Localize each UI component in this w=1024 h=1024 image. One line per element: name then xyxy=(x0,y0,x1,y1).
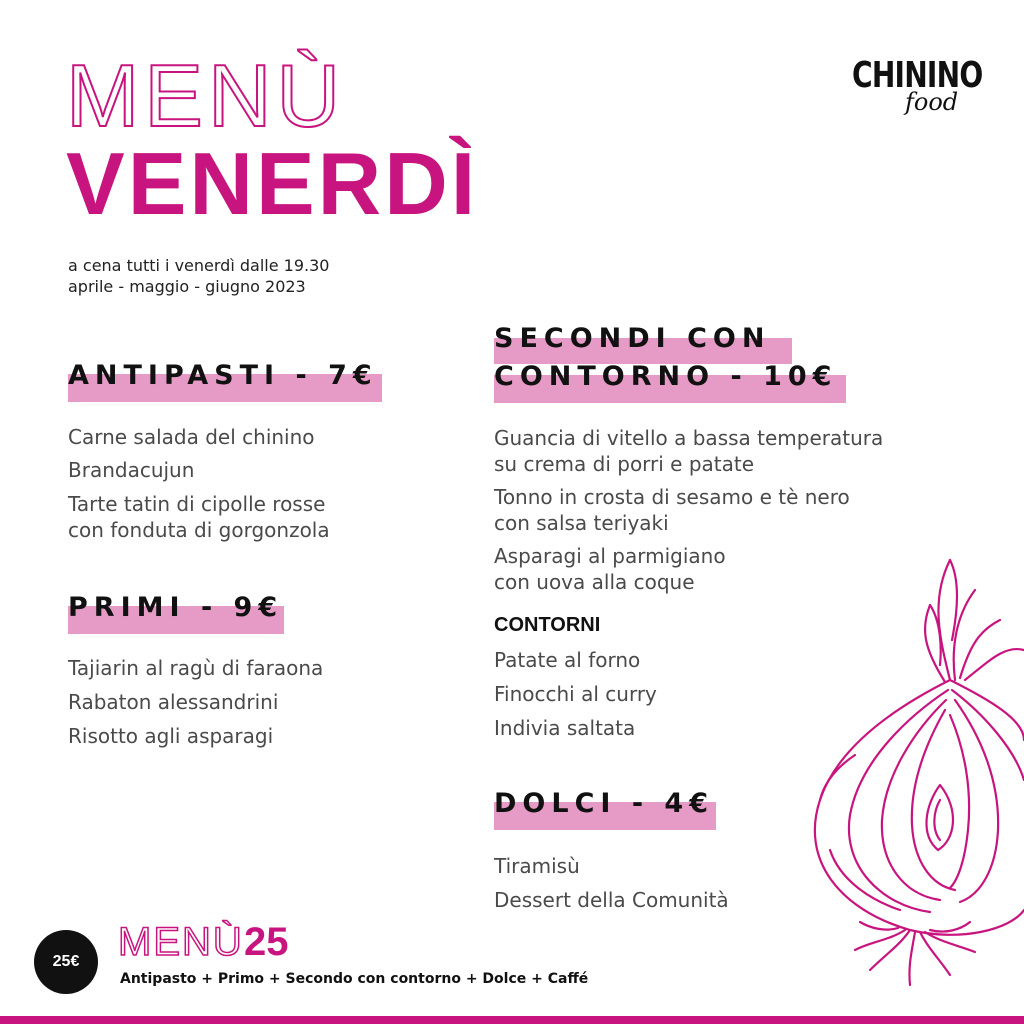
menu-item-detail: su crema di porri e patate xyxy=(494,452,755,476)
logo-subtext: food xyxy=(905,88,959,116)
menu-item: Brandacujun xyxy=(68,458,195,482)
menu25-description: Antipasto + Primo + Secondo con contorno + Dolce + Caffé xyxy=(120,971,589,987)
menu25-title: MENÙ xyxy=(118,920,244,964)
subtitle-months: aprile - maggio - giugno 2023 xyxy=(68,277,306,296)
menu-item: Tiramisù xyxy=(494,854,580,878)
menu-item: Tajiarin al ragù di faraona xyxy=(68,656,324,680)
primi-heading: PRIMI - 9€ xyxy=(68,592,284,623)
logo-wordmark: CHININO xyxy=(852,55,983,96)
menu-item: Indivia saltata xyxy=(494,716,636,740)
menu-item: Asparagi al parmigiano xyxy=(494,544,726,568)
page-title: VENERDÌ xyxy=(66,134,479,233)
menu-item-detail: con salsa teriyaki xyxy=(494,511,669,535)
menu-item: Finocchi al curry xyxy=(494,682,657,706)
menu-item: Patate al forno xyxy=(494,648,641,672)
menu-item: Dessert della Comunità xyxy=(494,888,729,912)
menu-item: Guancia di vitello a bassa temperatura xyxy=(494,426,884,450)
menu-item: Risotto agli asparagi xyxy=(68,724,274,748)
menu-item-detail: con uova alla coque xyxy=(494,570,695,594)
secondi-heading-line2: CONTORNO - 10€ xyxy=(494,361,838,392)
subtitle-schedule: a cena tutti i venerdì dalle 19.30 xyxy=(68,256,330,275)
price-badge: 25€ xyxy=(34,930,98,994)
menu-item: Carne salada del chinino xyxy=(68,425,315,449)
secondi-heading-line1: SECONDI CON xyxy=(494,323,771,354)
menu-item: Tonno in crosta di sesamo e tè nero xyxy=(494,485,850,509)
menu-item-detail: con fonduta di gorgonzola xyxy=(68,518,330,542)
antipasti-heading: ANTIPASTI - 7€ xyxy=(68,360,378,391)
page-title-outline: MENÙ xyxy=(66,46,346,145)
dolci-heading: DOLCI - 4€ xyxy=(494,788,715,819)
menu-item: Rabaton alessandrini xyxy=(68,690,279,714)
menu25-number: 25 xyxy=(244,920,289,964)
bottom-accent-bar xyxy=(0,1016,1024,1024)
menu-item: Tarte tatin di cipolle rosse xyxy=(68,492,326,516)
onion-illustration-icon xyxy=(800,550,1024,990)
contorni-heading: CONTORNI xyxy=(494,614,601,636)
